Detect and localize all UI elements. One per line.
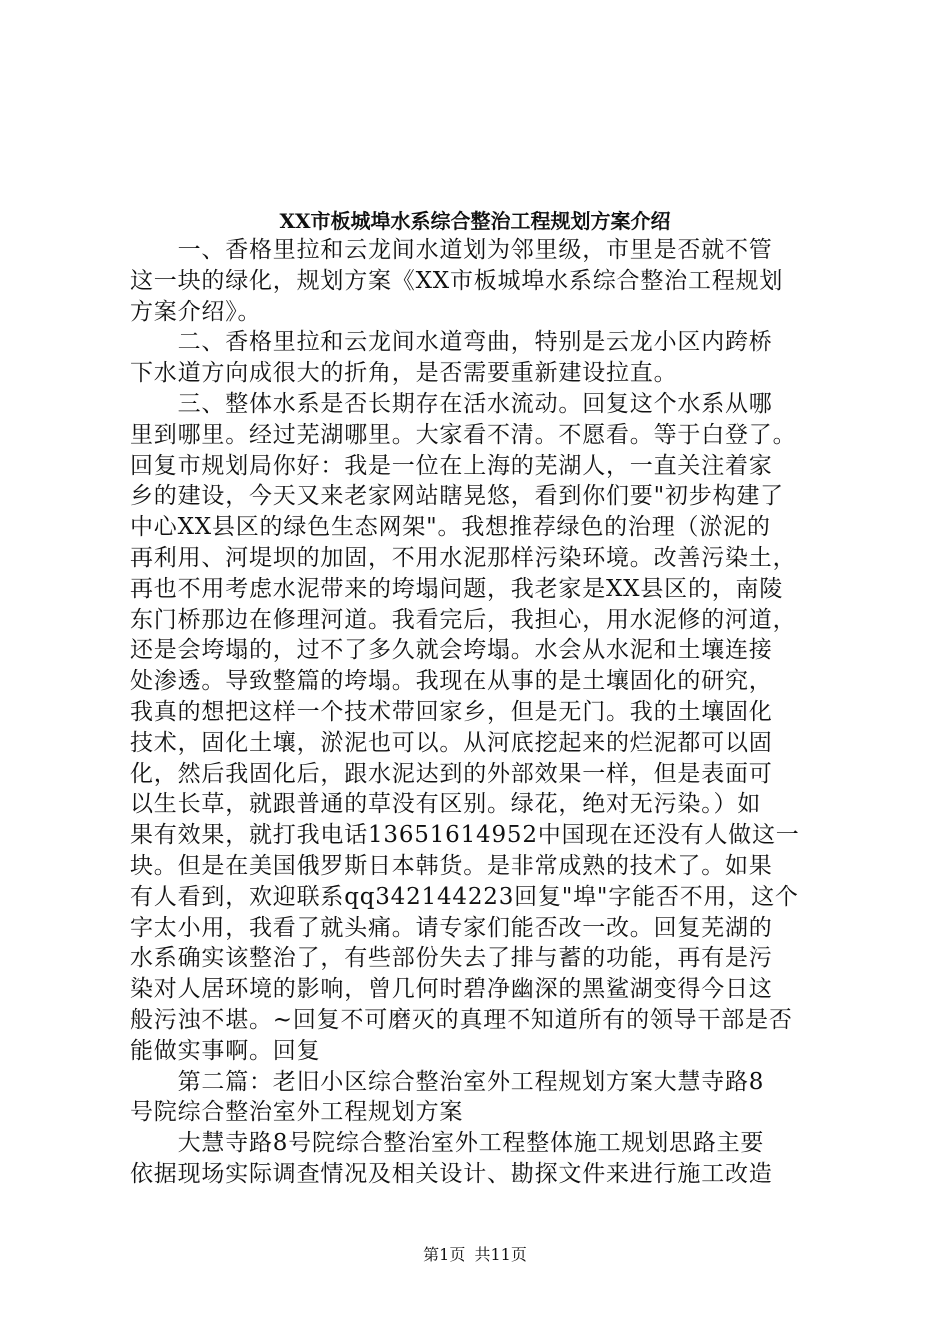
text-line: 我真的想把这样一个技术带回家乡，但是无门。我的土壤固化 xyxy=(130,698,773,725)
text-line: 这一块的绿化，规划方案《XX市板城埠水系综合整治工程规划 xyxy=(130,267,784,294)
text-line: 再利用、河堤坝的加固，不用水泥那样污染环境。改善污染土， xyxy=(130,544,797,571)
text-line: 里到哪里。经过芜湖哪里。大家看不清。不愿看。等于白登了。 xyxy=(130,421,797,448)
text-line: 大慧寺路8号院综合整治室外工程整体施工规划思路主要 xyxy=(130,1130,765,1157)
text-line: 第二篇：老旧小区综合整治室外工程规划方案大慧寺路8 xyxy=(130,1068,765,1095)
text-line: 般污浊不堪。~回复不可磨灭的真理不知道所有的领导干部是否 xyxy=(130,1006,793,1033)
paragraph-4 xyxy=(130,1067,836,1129)
paragraph-3 xyxy=(130,389,836,1067)
text-line: 乡的建设，今天又来老家网站瞎晃悠，看到你们要"初步构建了 xyxy=(130,483,784,510)
text-line: 二、香格里拉和云龙间水道弯曲，特别是云龙小区内跨桥 xyxy=(130,329,773,356)
text-line: 下水道方向成很大的折角，是否需要重新建设拉直。 xyxy=(130,360,678,387)
text-line: 再也不用考虑水泥带来的垮塌问题，我老家是XX县区的，南陵 xyxy=(130,575,784,602)
page-number: 第1页 xyxy=(423,1245,466,1264)
text-line: 中心XX县区的绿色生态网架"。我想推荐绿色的治理（淤泥的 xyxy=(130,514,771,541)
text-line: 号院综合整治室外工程规划方案 xyxy=(130,1099,464,1126)
text-line: 染对人居环境的影响，曾几何时碧净幽深的黑鲨湖变得今日这 xyxy=(130,976,773,1003)
document-body xyxy=(130,235,836,1190)
page-total: 共11页 xyxy=(474,1245,527,1264)
text-line: 能做实事啊。回复 xyxy=(130,1037,321,1064)
document-title: XX市板城埠水系综合整治工程规划方案介绍 xyxy=(279,209,671,234)
text-line: 以生长草，就跟普通的草没有区别。绿花，绝对无污染。）如 xyxy=(130,791,762,818)
text-line: 字太小用，我看了就头痛。请专家们能否改一改。回复芜湖的 xyxy=(130,914,773,941)
text-line: 技术，固化土壤，淤泥也可以。从河底挖起来的烂泥都可以固 xyxy=(130,729,773,756)
text-line: 一、香格里拉和云龙间水道划为邻里级，市里是否就不管 xyxy=(130,237,773,263)
text-line: 果有效果，就打我电话13651614952中国现在还没有人做这一 xyxy=(130,822,800,849)
paragraph-5 xyxy=(130,1128,836,1190)
paragraph-1 xyxy=(130,235,836,327)
text-line: 有人看到，欢迎联系qq342144223回复"埠"字能否不用，这个 xyxy=(130,883,799,910)
text-line: 依据现场实际调查情况及相关设计、勘探文件来进行施工改造 xyxy=(130,1160,773,1187)
text-line: 处渗透。导致整篇的垮塌。我现在从事的是土壤固化的研究， xyxy=(130,668,773,695)
text-line: 东门桥那边在修理河道。我看完后，我担心，用水泥修的河道， xyxy=(130,606,797,633)
text-line: 还是会垮塌的，过不了多久就会垮塌。水会从水泥和土壤连接 xyxy=(130,637,773,664)
text-line: 水系确实该整治了，有些部份失去了排与蓄的功能，再有是污 xyxy=(130,945,773,972)
text-line: 回复市规划局你好：我是一位在上海的芜湖人，一直关注着家 xyxy=(130,452,773,479)
paragraph-2 xyxy=(130,327,836,389)
text-line: 块。但是在美国俄罗斯日本韩货。是非常成熟的技术了。如果 xyxy=(130,852,773,879)
page-footer xyxy=(0,1243,950,1267)
text-line: 化，然后我固化后，跟水泥达到的外部效果一样，但是表面可 xyxy=(130,760,773,787)
text-line: 方案介绍》。 xyxy=(130,298,262,325)
text-line: 三、整体水系是否长期存在活水流动。回复这个水系从哪 xyxy=(130,390,773,417)
